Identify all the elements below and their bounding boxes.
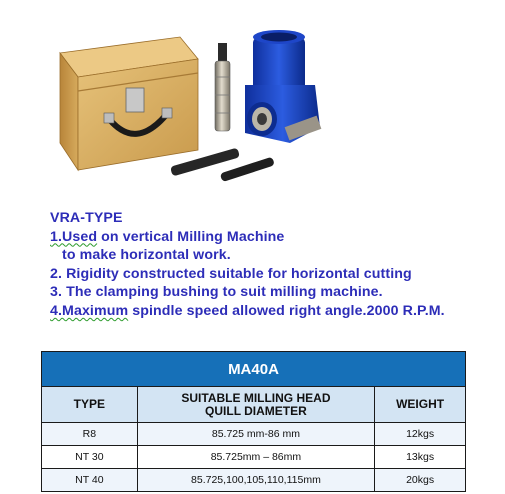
- column-header-weight: WEIGHT: [375, 387, 466, 423]
- feature-lead-5: 4.Maximum: [50, 302, 129, 319]
- feature-line-4: 3. The clamping bushing to suit milling machine.: [50, 284, 383, 301]
- feature-text-5: spindle speed allowed right angle.2000 R.P.M.: [128, 302, 445, 319]
- feature-text-1: on vertical Milling Machine: [97, 228, 285, 245]
- feature-line-5: [50, 302, 445, 321]
- table-row: [42, 446, 466, 469]
- cell-weight: 12kgs: [375, 423, 466, 446]
- feature-lead-1: 1.Used: [50, 228, 98, 245]
- spec-table-title: MA40A: [42, 352, 466, 387]
- table-row: [42, 469, 466, 492]
- cell-type: R8: [42, 423, 138, 446]
- column-header-diameter-line1: SUITABLE MILLING HEAD: [181, 390, 331, 405]
- table-row: [42, 423, 466, 446]
- right-angle-attachment-image: [40, 15, 330, 200]
- product-heading: VRA-TYPE: [50, 210, 123, 226]
- product-photo: [40, 15, 330, 200]
- cell-diameter: 85.725mm – 86mm: [137, 446, 374, 469]
- column-header-diameter-line2: QUILL DIAMETER: [205, 403, 307, 418]
- product-description: [50, 209, 445, 321]
- column-header-diameter: [137, 387, 374, 423]
- cell-diameter: 85.725 mm-86 mm: [137, 423, 374, 446]
- column-header-type: TYPE: [42, 387, 138, 423]
- spec-table: [41, 351, 466, 492]
- cell-type: NT 40: [42, 469, 138, 492]
- cell-type: NT 30: [42, 446, 138, 469]
- cell-weight: 20kgs: [375, 469, 466, 492]
- cell-diameter: 85.725,100,105,110,115mm: [137, 469, 374, 492]
- cell-weight: 13kgs: [375, 446, 466, 469]
- spec-table-title-row: [42, 352, 466, 387]
- feature-line-3: 2. Rigidity constructed suitable for horizontal cutting: [50, 265, 412, 282]
- feature-line-2: to make horizontal work.: [62, 247, 231, 264]
- spec-table-header-row: [42, 387, 466, 423]
- feature-line-1: [50, 228, 445, 247]
